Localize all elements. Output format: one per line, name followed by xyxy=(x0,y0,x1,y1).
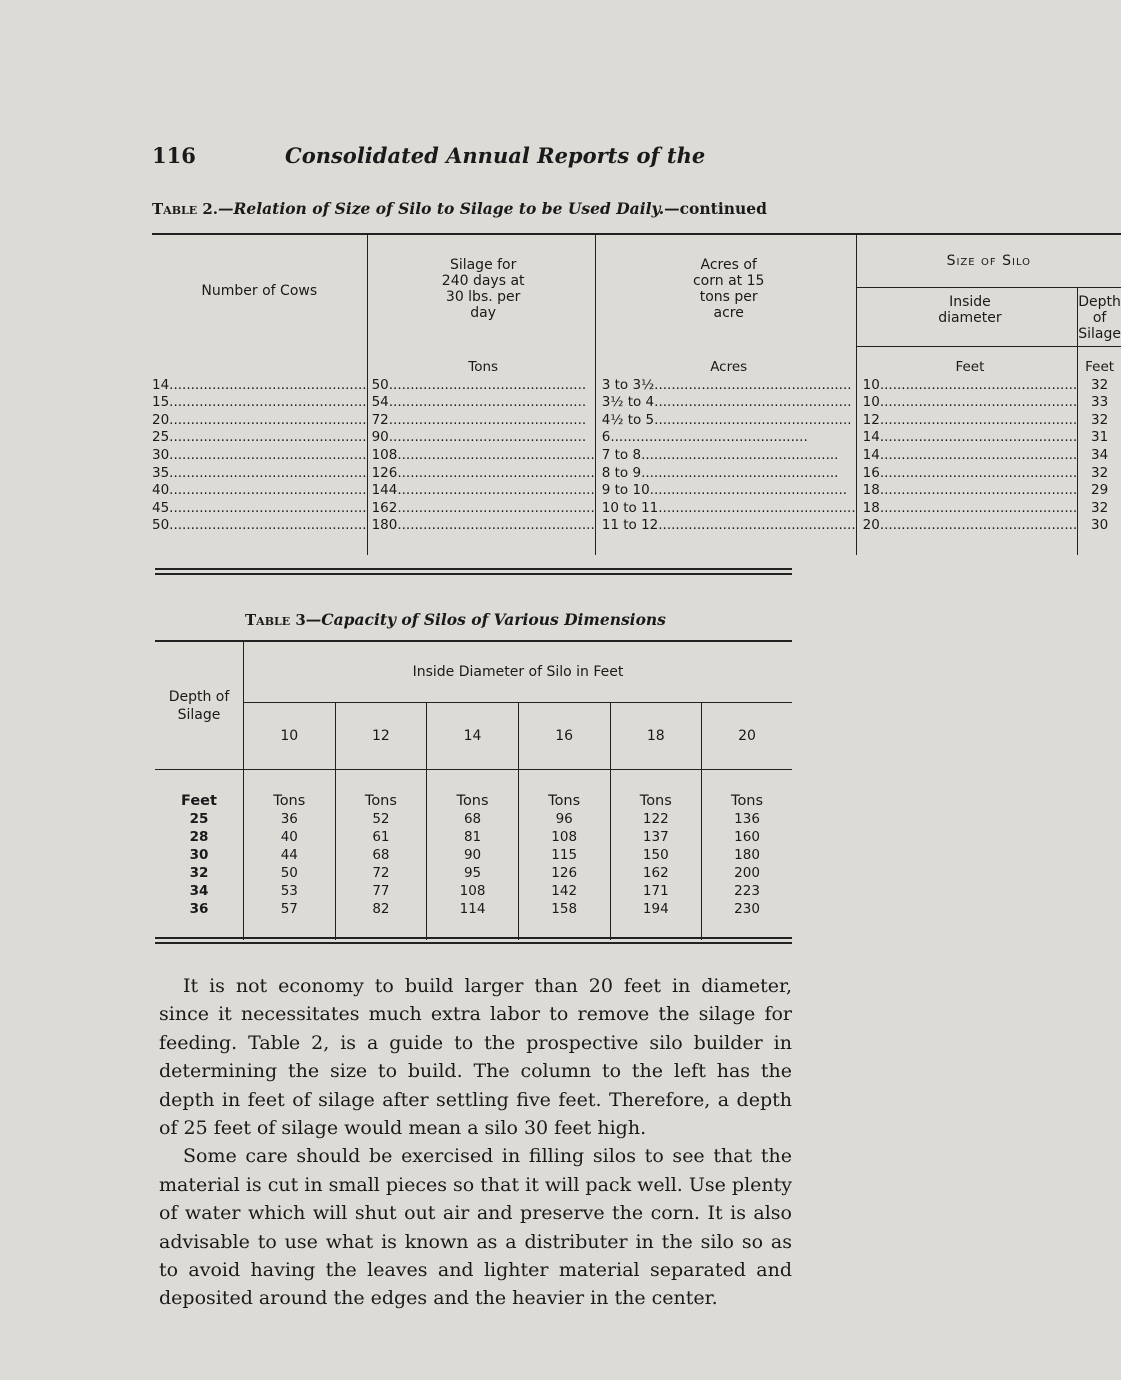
table2-caption-suffix: —continued xyxy=(664,199,767,218)
t2-row: 35.............................................. 126.............................................. 8 to 9.............................................. 16.............................................. 32 xyxy=(152,464,1109,481)
running-head xyxy=(152,143,792,177)
t3-header-dia-18: 18 xyxy=(610,703,702,770)
t2-row: 50.............................................. 180.............................................. 11 to 12.............................................. 20.............................................. 30 xyxy=(152,517,1121,555)
t3-header-dia-14: 14 xyxy=(427,703,519,770)
table2-bottom-rule xyxy=(155,568,792,575)
running-title: Consolidated Annual Reports of the xyxy=(285,143,706,168)
table3-caption xyxy=(245,610,666,629)
table3-caption-title: —Capacity of Silos of Various Dimensions xyxy=(305,610,666,629)
t2-row: 20.............................................. 72.............................................. 4½ to 5.............................................. 12.............................................. 32 xyxy=(152,411,1109,428)
t3-row: 34 53 77 108 142 171 223 xyxy=(155,882,792,900)
t2-row: 45.............................................. 162.............................................. 10 to 11.............................................. 18.............................................. 32 xyxy=(152,499,1109,516)
t3-header-depth: Depth of Silage xyxy=(155,641,244,770)
body-text xyxy=(159,972,792,1313)
table2-caption-label: Table 2. xyxy=(152,200,218,218)
paragraph: It is not economy to build larger than 20 feet in diameter, since it necessitates much extra labor to remove the silage for feeding. Table 2, is a guide to the prospective silo builder in determining the size to build. The column to the left has the depth in feet of silage after settling five feet. Therefore, a depth of 25 feet of silage would mean a silo 30 feet high. xyxy=(159,975,792,1140)
table2 xyxy=(152,233,1121,555)
t3-row: 32 50 72 95 126 162 200 xyxy=(155,864,792,882)
t3-units-row: Feet Tons Tons Tons Tons Tons Tons xyxy=(155,770,792,811)
table3-bottom-rule xyxy=(155,937,792,944)
table2-caption-title: —Relation of Size of Silo to Silage to be Used Daily. xyxy=(218,199,665,218)
t3-header-inside-diameter: Inside Diameter of Silo in Feet xyxy=(244,641,793,703)
t2-header-acres: Acres of corn at 15 tons per acre xyxy=(595,234,856,347)
t2-row: 25.............................................. 90.............................................. 6.............................................. 14.............................................. 31 xyxy=(152,429,1109,446)
t2-header-inside-diameter: Inside diameter xyxy=(856,288,1078,347)
table3-caption-label: Table 3 xyxy=(245,611,306,629)
t2-row: 40.............................................. 144.............................................. 9 to 10.............................................. 18.............................................. 29 xyxy=(152,482,1109,499)
t3-header-dia-10: 10 xyxy=(244,703,336,770)
t2-header-silage: Silage for 240 days at 30 lbs. per day xyxy=(367,234,595,347)
t2-units-row: Tons Acres Feet Feet xyxy=(152,347,1121,377)
t3-header-dia-12: 12 xyxy=(335,703,427,770)
t2-row: 30.............................................. 108.............................................. 7 to 8.............................................. 14.............................................. 34 xyxy=(152,446,1109,463)
paragraph: Some care should be exercised in filling silos to see that the material is cut in small pieces so that it will pack well. Use plenty of water which will shut out air and preserve the corn. It is also advisable to use what is known as a distributer in the silo so as to avoid having the leaves and lighter material separated and deposited around the edges and the heavier in the center. xyxy=(159,1145,792,1310)
table2-caption xyxy=(152,199,792,218)
t2-header-depth: Depth of Silage xyxy=(1078,288,1121,347)
table3 xyxy=(155,640,792,940)
t2-row: 14.............................................. 50.............................................. 3 to 3½.............................................. 10.............................................. 32 xyxy=(152,376,1109,393)
t3-row: 36 57 82 114 158 194 230 xyxy=(155,900,792,940)
t2-row: 15.............................................. 54.............................................. 3½ to 4.............................................. 10.............................................. 33 xyxy=(152,394,1109,411)
t3-header-dia-20: 20 xyxy=(702,703,792,770)
t2-header-cows: Number of Cows xyxy=(152,234,367,347)
t3-header-dia-16: 16 xyxy=(518,703,610,770)
t2-header-size-group: Size of Silo xyxy=(856,234,1121,288)
t3-row: 28 40 61 81 108 137 160 xyxy=(155,828,792,846)
t3-row: 30 44 68 90 115 150 180 xyxy=(155,846,792,864)
page-number: 116 xyxy=(152,143,196,168)
t3-row: 25 36 52 68 96 122 136 xyxy=(155,810,792,828)
